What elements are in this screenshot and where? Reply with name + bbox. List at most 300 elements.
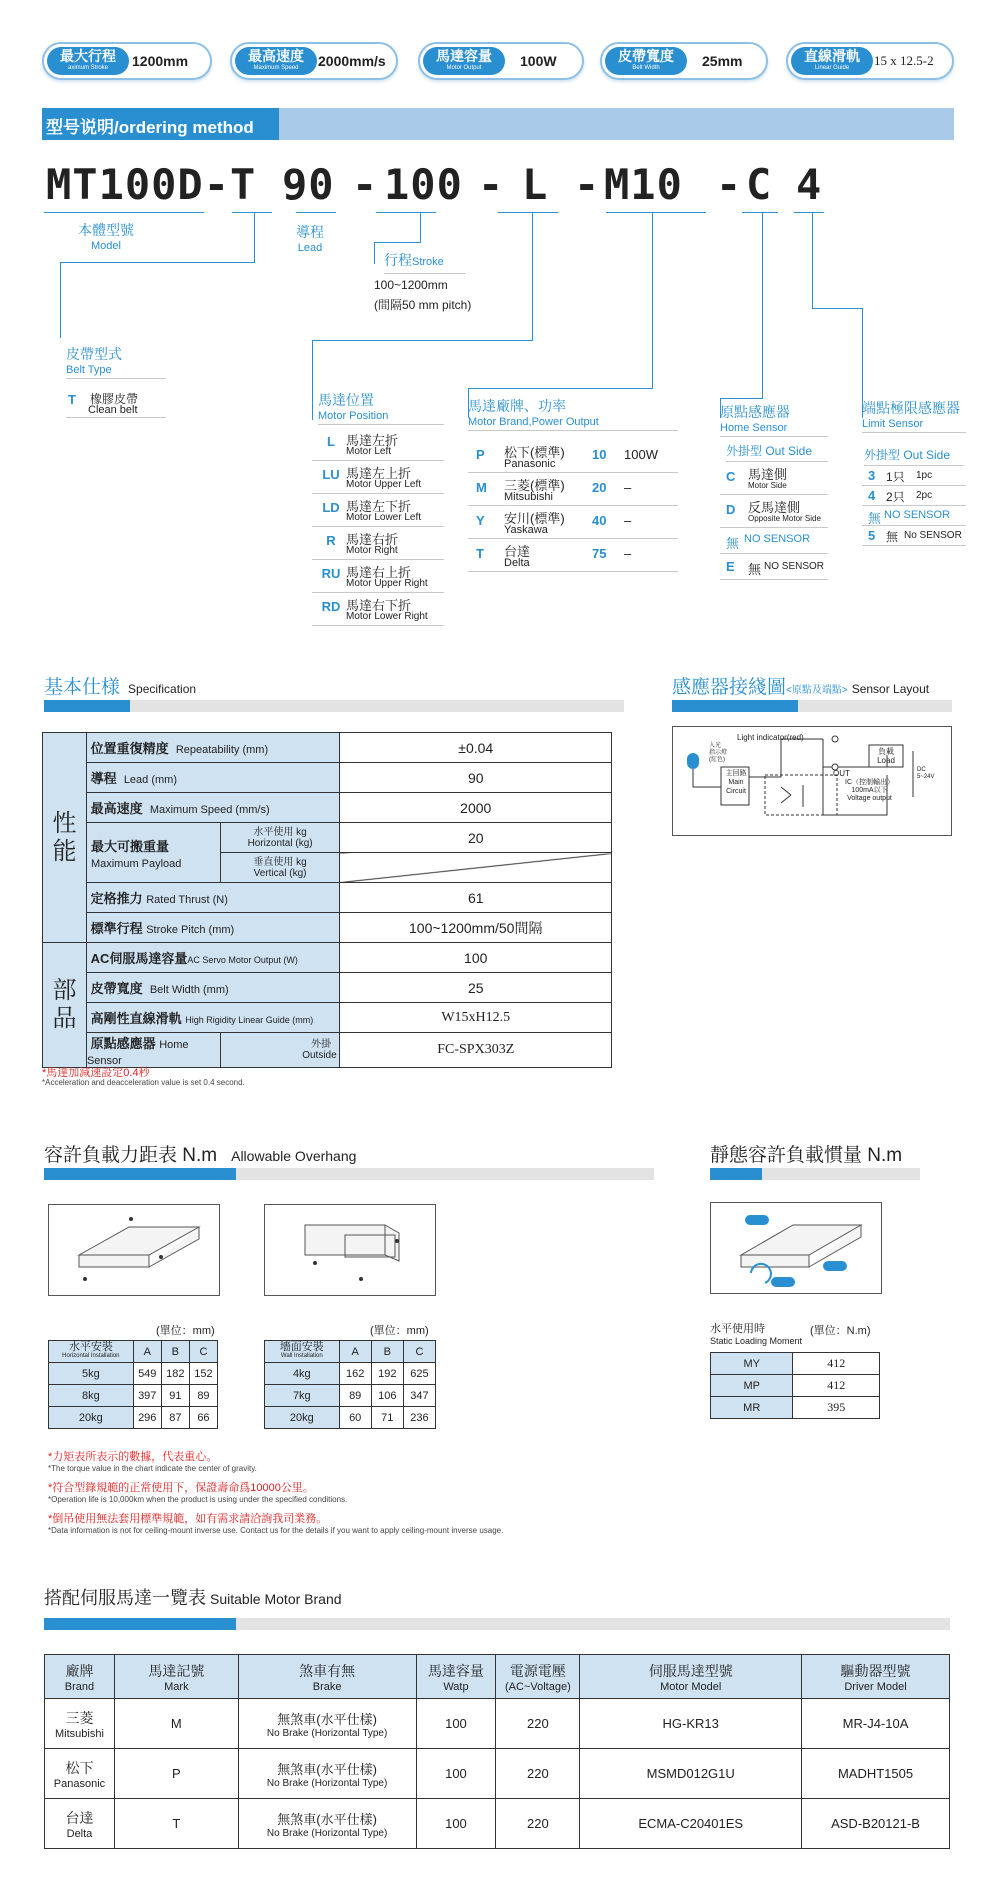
code-dash-3: -	[478, 160, 505, 209]
table-row	[711, 1397, 880, 1419]
overhang-w-unit: (單位：mm)	[370, 1325, 429, 1337]
motor-position-code: LD	[322, 500, 340, 515]
motor-brand-en: Yaskawa	[504, 524, 548, 536]
home-sensor-zh: 反馬達側	[748, 500, 801, 515]
table-cell: 91	[161, 1385, 189, 1407]
limit-sensor-code: 無	[868, 511, 882, 526]
inertia-unit: (單位：N.m)	[810, 1325, 871, 1337]
table-header-cell: B	[371, 1341, 403, 1363]
table-header-zh: 驅動器型號	[840, 1662, 911, 1679]
table-header-en: Mark	[164, 1680, 189, 1693]
spec-payload-horizontal: 水平使用 kg Horizontal (kg)	[220, 823, 340, 853]
motor-brand-zh: 三菱(標準)	[504, 478, 565, 493]
table-cell: 20kg	[49, 1407, 134, 1429]
table-header-en: Motor Model	[660, 1680, 722, 1693]
overhang-bar-accent	[44, 1168, 236, 1180]
table-cell: 347	[403, 1385, 435, 1407]
motor-brand-power: 100W	[624, 447, 658, 462]
motor-brand-table	[44, 1654, 950, 1849]
motor-brand-code: P	[476, 447, 485, 462]
spec-payload-v-value	[340, 853, 612, 883]
table-header-cell	[49, 1341, 134, 1363]
spec-row-value: ±0.04	[340, 733, 612, 763]
motor-position-zh: 馬達左上折	[346, 466, 412, 481]
connector	[312, 340, 313, 420]
spec-row-label: 定格推力 Rated Thrust (N)	[86, 883, 340, 913]
table-header-row	[49, 1341, 218, 1363]
motor-position-zh: 馬達左折	[346, 433, 399, 448]
inertia-diagram	[710, 1202, 882, 1294]
connector	[762, 212, 763, 398]
table-cell: 412	[793, 1375, 880, 1397]
sensor-main-circuit: 主回路 Main Circuit	[725, 770, 747, 795]
inertia-sub: 水平使用時 Static Loading Moment	[710, 1323, 803, 1346]
motor-position-list	[312, 428, 444, 626]
spec-row-label: 導程 Lead (mm)	[86, 763, 340, 793]
home-sensor-item	[720, 462, 828, 495]
home-sensor-zh: 馬達側	[748, 467, 788, 482]
brake-en: No Brake (Horizontal Type)	[266, 1827, 388, 1839]
motor-position-en: Motor Lower Left	[346, 512, 422, 523]
motor-position-item	[312, 593, 444, 626]
connector	[420, 212, 421, 242]
table-cell: 4kg	[265, 1363, 340, 1385]
motor-brand-code: T	[476, 546, 484, 561]
motor-brand-power-code: 40	[592, 513, 607, 528]
connector	[296, 212, 336, 213]
motor-brand-item	[468, 440, 678, 473]
table-row	[45, 1699, 950, 1749]
code-belt: T	[230, 160, 257, 209]
sensor-light-label: Light indicator(red)	[737, 733, 804, 742]
brake-en: No Brake (Horizontal Type)	[266, 1777, 388, 1789]
connector	[498, 212, 558, 213]
table-row	[49, 1363, 218, 1385]
table-header-en: Horizontal Installation	[62, 1352, 120, 1359]
sensor-diagram	[672, 726, 952, 836]
table-row	[265, 1363, 436, 1385]
motor-position-zh: 馬達左下折	[346, 499, 412, 514]
home-sensor-code: 無	[726, 536, 740, 551]
motor-position-label: 馬達位置 Motor Position	[318, 390, 444, 425]
wall-slider-svg	[265, 1205, 435, 1295]
table-row	[711, 1375, 880, 1397]
table-header-zh: 水平安裝	[68, 1340, 113, 1353]
spec-group-parts: 部 品	[43, 943, 87, 1068]
home-sensor-en: Opposite Motor Side	[748, 514, 821, 523]
inertia-title: 靜態容許負載慣量 N.m	[710, 1145, 903, 1166]
badge-max-stroke: 最大行程 aximum Stroke 1200mm	[42, 42, 212, 80]
spec-home-sub: 外掛 Outside	[220, 1033, 340, 1068]
table-header-cell: C	[403, 1341, 435, 1363]
motor-position-item	[312, 461, 444, 494]
motor-position-en: Motor Upper Left	[346, 479, 422, 490]
brake-zh: 無煞車(水平仕樣)	[277, 1761, 377, 1777]
badge-pill: 皮帶寬度 Belt Width	[605, 47, 687, 75]
table-cell: 100	[416, 1699, 496, 1749]
spec-note-en: *Acceleration and deacceleration value is set 0.4 second.	[42, 1078, 245, 1087]
horizontal-overhang-table	[48, 1340, 218, 1429]
table-cell: 236	[403, 1407, 435, 1429]
home-sensor-list	[720, 462, 828, 580]
table-cell: 625	[403, 1363, 435, 1385]
motor-brand-label: 馬達廠牌、功率 Motor Brand,Power Output	[468, 396, 678, 431]
limit-sensor-item	[862, 526, 966, 546]
motor-position-en: Motor Upper Right	[346, 578, 428, 589]
motor-brand-item	[468, 539, 678, 572]
spec-row-value: 100	[340, 943, 612, 973]
table-cell: 71	[371, 1407, 403, 1429]
connector	[374, 242, 375, 264]
home-sensor-label: 原點感應器 Home Sensor	[720, 402, 828, 437]
table-header-cell	[265, 1341, 340, 1363]
table-row	[45, 1799, 950, 1849]
inertia-bar-accent	[710, 1168, 762, 1180]
model-label: 本體型號 Model	[78, 222, 134, 252]
motor-position-item	[312, 428, 444, 461]
table-header-cell: A	[339, 1341, 371, 1363]
limit-sensor-sub: 外掛型 Out Side	[864, 446, 964, 466]
table-row	[45, 1749, 950, 1799]
spec-row-value: 90	[340, 763, 612, 793]
connector	[232, 212, 272, 213]
connector	[794, 212, 824, 213]
table-cell: 87	[161, 1407, 189, 1429]
limit-sensor-item	[862, 506, 966, 526]
connector	[60, 262, 61, 338]
badge-max-speed: 最高速度 Maximum Speed 2000mm/s	[230, 42, 398, 80]
table-header-cell	[416, 1655, 496, 1699]
table-cell: ASD-B20121-B	[802, 1799, 950, 1849]
motor-position-zh: 馬達右下折	[346, 598, 412, 613]
horizontal-install-diagram	[48, 1204, 220, 1296]
code-dash-5: -	[716, 160, 743, 209]
connector	[532, 212, 533, 340]
inertia-moment-svg	[711, 1203, 881, 1293]
table-cell	[238, 1799, 416, 1849]
motor-position-en: Motor Lower Right	[346, 611, 428, 622]
belt-type-row: T 橡膠皮帶 Clean belt	[66, 390, 166, 418]
stroke-range: 100~1200mm	[374, 278, 448, 292]
table-cell: 182	[161, 1363, 189, 1385]
connector	[606, 212, 706, 213]
table-cell: MR	[711, 1397, 793, 1419]
table-header-zh: 馬達容量	[427, 1662, 484, 1679]
sensor-ic: IC（控制輸出） 100mA以下 Voltage output	[845, 779, 894, 802]
badge-motor-output: 馬達容量 Motor Output 100W	[418, 42, 584, 80]
motor-brand-zh: 安川(標準)	[504, 511, 565, 526]
table-cell: 395	[793, 1397, 880, 1419]
table-row	[265, 1407, 436, 1429]
badge-pill: 最高速度 Maximum Speed	[235, 47, 317, 75]
spec-row-label: 最高速度 Maximum Speed (mm/s)	[86, 793, 340, 823]
table-cell: 89	[189, 1385, 217, 1407]
table-header-zh: 伺服馬達型號	[648, 1662, 733, 1679]
connector	[720, 398, 763, 399]
table-cell: 152	[189, 1363, 217, 1385]
spec-row-label: 原點感應器 Home Sensor	[86, 1033, 220, 1068]
table-header-cell: C	[189, 1341, 217, 1363]
home-sensor-code: E	[726, 559, 735, 574]
motor-table-bar-accent	[44, 1618, 236, 1630]
table-cell: MADHT1505	[802, 1749, 950, 1799]
spec-row-label: AC伺服馬達容量AC Servo Motor Output (W)	[86, 943, 340, 973]
table-header-cell	[580, 1655, 802, 1699]
connector	[812, 212, 813, 308]
badge-pill: 馬達容量 Motor Output	[423, 47, 505, 75]
badge-pill: 最大行程 aximum Stroke	[47, 47, 129, 75]
home-sensor-en: Motor Side	[748, 481, 787, 490]
table-row	[49, 1407, 218, 1429]
table-header-zh: 廠牌	[65, 1662, 94, 1679]
spec-payload-vertical: 垂直使用 kg Vertical (kg)	[220, 853, 340, 883]
brand-en: Mitsubishi	[55, 1727, 104, 1740]
table-header-en: Driver Model	[844, 1680, 907, 1693]
table-cell: 220	[496, 1749, 580, 1799]
home-sensor-zh: 無	[748, 562, 762, 577]
sensor-in-label: 入光 指示燈 (紅色)	[709, 743, 728, 763]
motor-position-code: L	[327, 434, 335, 449]
table-cell: 162	[339, 1363, 371, 1385]
connector	[254, 212, 255, 262]
brand-en: Delta	[66, 1827, 93, 1840]
overhang-title: 容許負載力距表 N.m Allowable Overhang	[44, 1145, 357, 1166]
motor-brand-item	[468, 506, 678, 539]
sensor-out: OUT	[833, 769, 850, 778]
table-cell: 60	[339, 1407, 371, 1429]
connector	[374, 242, 421, 243]
limit-sensor-en: 1pc	[916, 470, 933, 481]
motor-brand-code: Y	[476, 513, 485, 528]
spec-row-value: FC-SPX303Z	[340, 1033, 612, 1068]
home-sensor-sub: 外掛型 Out Side	[726, 442, 828, 462]
home-sensor-item	[720, 528, 828, 554]
table-cell	[238, 1699, 416, 1749]
limit-sensor-item	[862, 486, 966, 506]
brand-zh: 松下	[65, 1759, 94, 1776]
motor-brand-list	[468, 440, 678, 572]
wall-overhang-table	[264, 1340, 436, 1429]
code-lead: 90	[282, 160, 335, 209]
spec-table	[42, 732, 612, 1068]
spec-row-value: 25	[340, 973, 612, 1003]
table-header-cell	[496, 1655, 580, 1699]
code-dash-2: -	[352, 160, 379, 209]
motor-brand-zh: 松下(標準)	[504, 445, 565, 460]
table-cell: 20kg	[265, 1407, 340, 1429]
spec-bar	[44, 700, 624, 712]
table-cell: 397	[133, 1385, 161, 1407]
table-header-zh: 馬達記號	[148, 1662, 205, 1679]
home-sensor-item	[720, 495, 828, 528]
table-cell: 7kg	[265, 1385, 340, 1407]
badge-pill: 直線滑軌 Linear Guide	[791, 47, 873, 75]
ordering-title: 型号说明/ordering method	[46, 118, 254, 137]
brake-en: No Brake (Horizontal Type)	[266, 1727, 388, 1739]
motor-position-code: RU	[321, 566, 341, 581]
limit-sensor-code: 3	[868, 468, 876, 483]
limit-sensor-en: 2pc	[916, 490, 933, 501]
connector	[44, 212, 204, 213]
overhang-h-unit: (單位：mm)	[156, 1325, 215, 1337]
table-cell: MP	[711, 1375, 793, 1397]
motor-brand-power-code: 10	[592, 447, 607, 462]
table-cell	[45, 1749, 115, 1799]
spec-title: 基本仕様 Specification	[44, 677, 197, 698]
spec-bar-accent	[44, 700, 130, 712]
motor-brand-power: –	[624, 513, 632, 528]
stroke-pitch: (間隔50 mm pitch)	[374, 298, 472, 312]
inertia-table	[710, 1352, 880, 1419]
motor-brand-power: –	[624, 546, 632, 561]
code-motor-pos: L	[522, 160, 549, 209]
motor-position-zh: 馬達右折	[346, 532, 399, 547]
spec-row-label: 位置重復精度 Repeatability (mm)	[86, 733, 340, 763]
motor-position-en: Motor Left	[346, 446, 392, 457]
brake-zh: 無煞車(水平仕樣)	[277, 1811, 377, 1827]
table-header-row	[45, 1655, 950, 1699]
sensor-title: 感應器接綫圖<原點及端點> Sensor Layout	[672, 677, 930, 698]
table-header-row	[265, 1341, 436, 1363]
table-header-en: (AC~Voltage)	[505, 1680, 571, 1693]
table-cell: 412	[793, 1353, 880, 1375]
spec-note-zh: *馬達加減速設定0.4秒	[42, 1067, 150, 1079]
stroke-label: 行程Stroke	[384, 250, 466, 274]
limit-sensor-zh: 無	[886, 530, 899, 544]
table-header-cell	[238, 1655, 416, 1699]
limit-sensor-zh: 1只	[886, 470, 905, 484]
table-cell: P	[114, 1749, 238, 1799]
code-dash: -	[203, 160, 231, 209]
table-cell: 89	[339, 1385, 371, 1407]
code-stroke: 100	[384, 160, 463, 209]
table-cell: MY	[711, 1353, 793, 1375]
motor-position-code: LU	[322, 467, 340, 482]
motor-brand-zh: 台達	[504, 544, 531, 559]
motor-brand-en: Delta	[504, 557, 530, 569]
table-header-en: Watp	[443, 1680, 469, 1693]
table-cell	[45, 1699, 115, 1749]
motor-position-item	[312, 560, 444, 593]
motor-brand-en: Mitsubishi	[504, 491, 553, 503]
code-motor-brand: M10	[604, 160, 683, 209]
sensor-load: 負載 Load	[877, 747, 895, 765]
brand-zh: 台達	[65, 1809, 94, 1826]
table-cell: 66	[189, 1407, 217, 1429]
table-cell: 8kg	[49, 1385, 134, 1407]
table-cell: 549	[133, 1363, 161, 1385]
limit-sensor-label: 端點極限感應器 Limit Sensor	[862, 398, 966, 433]
table-header-en: Wall Installation	[280, 1352, 323, 1359]
badge-belt-width: 皮帶寬度 Belt Width 25mm	[600, 42, 768, 80]
table-cell: 296	[133, 1407, 161, 1429]
connector	[742, 212, 778, 213]
motor-brand-en: Panasonic	[504, 458, 556, 470]
table-cell: HG-KR13	[580, 1699, 802, 1749]
table-cell: 5kg	[49, 1363, 134, 1385]
limit-sensor-en: NO SENSOR	[884, 509, 951, 521]
home-sensor-en: NO SENSOR	[764, 561, 825, 572]
table-header-zh: 煞車有無	[299, 1662, 356, 1679]
sensor-dc: DC 5~24V	[917, 767, 935, 780]
code-dash-4: -	[574, 160, 601, 209]
table-cell: 106	[371, 1385, 403, 1407]
table-row	[49, 1385, 218, 1407]
limit-sensor-item	[862, 466, 966, 486]
table-row	[265, 1385, 436, 1407]
badge-linear-guide: 直線滑軌 Linear Guide 15 x 12.5-2	[786, 42, 954, 80]
motor-brand-power-code: 20	[592, 480, 607, 495]
spec-row-label: 皮帶寬度 Belt Width (mm)	[86, 973, 340, 1003]
table-row	[711, 1353, 880, 1375]
table-cell: M	[114, 1699, 238, 1749]
home-sensor-item	[720, 554, 828, 580]
motor-position-item	[312, 494, 444, 527]
home-sensor-en: NO SENSOR	[744, 533, 811, 545]
motor-table-title: 搭配伺服馬達一覽表 Suitable Motor Brand	[44, 1588, 342, 1608]
table-header-cell	[802, 1655, 950, 1699]
table-cell: T	[114, 1799, 238, 1849]
wall-install-diagram	[264, 1204, 436, 1296]
limit-sensor-code: 4	[868, 488, 876, 503]
table-header-cell: A	[133, 1341, 161, 1363]
table-cell: MSMD012G1U	[580, 1749, 802, 1799]
motor-brand-item	[468, 473, 678, 506]
spec-row-value: 61	[340, 883, 612, 913]
table-cell	[45, 1799, 115, 1849]
table-cell: 100	[416, 1799, 496, 1849]
ordering-code	[46, 160, 256, 209]
limit-sensor-en: No SENSOR	[904, 530, 962, 541]
table-header-en: Brand	[64, 1680, 95, 1693]
connector	[468, 388, 653, 389]
connector	[812, 308, 862, 309]
limit-sensor-zh: 2只	[886, 490, 905, 504]
spec-payload-h-value: 20	[340, 823, 612, 853]
table-cell: 192	[371, 1363, 403, 1385]
motor-brand-power: –	[624, 480, 632, 495]
motor-brand-code: M	[476, 480, 487, 495]
lead-label: 導程 Lead	[296, 224, 324, 254]
motor-brand-power-code: 75	[592, 546, 607, 561]
connector	[312, 340, 533, 341]
table-header-en: Brake	[312, 1680, 342, 1693]
spec-payload-label: 最大可搬重量 Maximum Payload	[86, 823, 220, 883]
table-header-zh: 墻面安裝	[279, 1340, 324, 1353]
overhang-notes: *力矩表所表示的數據，代表重心。 *The torque value in the chart indicate the center of gravity. *符合型錄規範的正常使用下，保證壽命爲10000公里。 *Operation life is 10,000km when the product is using under the specified conditions. *倒吊使用無法套用標準規範，如有需求請洽詢我司業務。 *Data information is not for ceiling-mount inverse use. Contact us for the details if you want to apply ceiling-mount inverse usage.	[48, 1451, 504, 1535]
motor-position-code: RD	[321, 599, 341, 614]
brand-zh: 三菱	[65, 1709, 94, 1726]
table-cell: 100	[416, 1749, 496, 1799]
code-home: C	[746, 160, 773, 209]
sensor-bar-accent	[672, 700, 798, 712]
table-header-cell	[114, 1655, 238, 1699]
spec-group-performance: 性 能	[43, 733, 87, 943]
home-sensor-code: C	[726, 469, 736, 484]
motor-position-zh: 馬達右上折	[346, 565, 412, 580]
brake-zh: 無煞車(水平仕樣)	[277, 1711, 377, 1727]
limit-sensor-list	[862, 466, 966, 546]
spec-row-label: 高剛性直線滑軌 High Rigidity Linear Guide (mm)	[86, 1003, 340, 1033]
table-cell: ECMA-C20401ES	[580, 1799, 802, 1849]
motor-position-code: R	[326, 533, 336, 548]
motor-position-item	[312, 527, 444, 560]
connector	[376, 212, 436, 213]
spec-row-value: W15xH12.5	[340, 1003, 612, 1033]
home-sensor-code: D	[726, 502, 736, 517]
limit-sensor-code: 5	[868, 528, 876, 543]
connector	[652, 212, 653, 388]
